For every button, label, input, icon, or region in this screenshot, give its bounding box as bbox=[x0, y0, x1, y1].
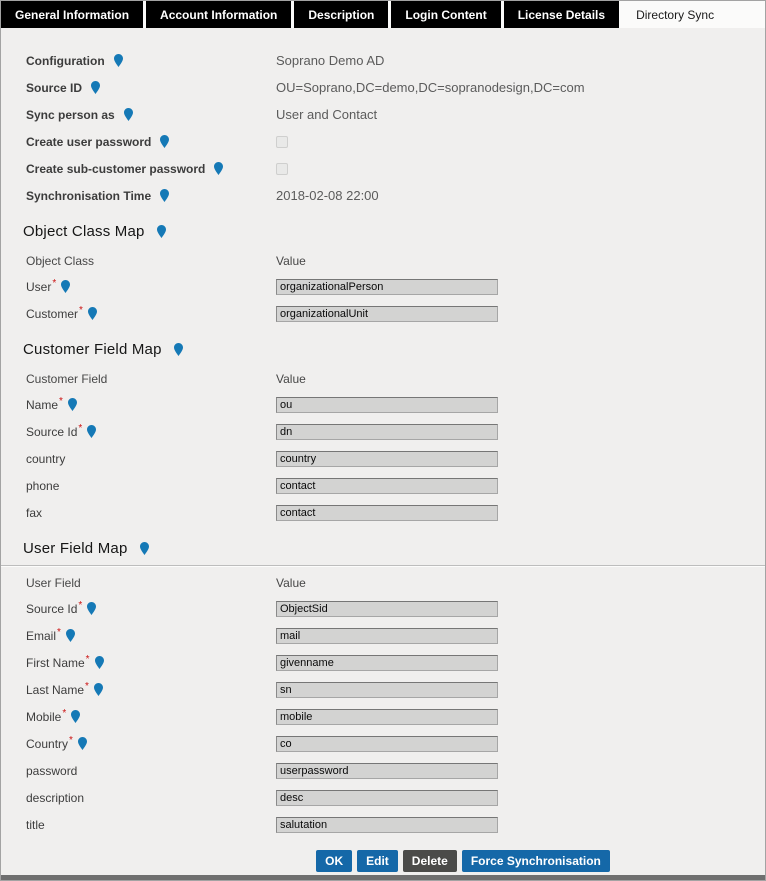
country-input[interactable] bbox=[276, 451, 498, 467]
field-label: title bbox=[26, 817, 45, 832]
info-row-create-user-password bbox=[26, 128, 740, 155]
field-label: Source Id * bbox=[26, 425, 276, 439]
email-input[interactable] bbox=[276, 628, 498, 644]
create-sub-customer-password-checkbox[interactable] bbox=[276, 163, 288, 175]
map-pin-icon bbox=[114, 54, 123, 67]
column-header-field: Customer Field bbox=[26, 371, 108, 386]
sync-person-as-value: User and Contact bbox=[276, 107, 378, 122]
map-pin-icon bbox=[174, 343, 183, 356]
map-row-last-name bbox=[26, 676, 740, 703]
info-row-source-id bbox=[26, 74, 740, 101]
column-header-value: Value bbox=[276, 575, 306, 590]
map-row-name bbox=[26, 391, 740, 418]
map-pin-icon bbox=[78, 737, 87, 750]
country-input[interactable] bbox=[276, 736, 498, 752]
map-pin-icon bbox=[88, 307, 97, 320]
map-pin-icon bbox=[95, 656, 104, 669]
column-header-field: User Field bbox=[26, 575, 81, 590]
map-pin-icon bbox=[71, 710, 80, 723]
map-row-source-id bbox=[26, 595, 740, 622]
map-pin-icon bbox=[61, 280, 70, 293]
field-label: Sync person as bbox=[26, 108, 276, 122]
last-name-input[interactable] bbox=[276, 682, 498, 698]
field-label: description bbox=[26, 790, 85, 805]
map-row-country bbox=[26, 445, 740, 472]
info-row-configuration bbox=[26, 47, 740, 74]
required-asterisk: * bbox=[52, 277, 57, 289]
required-asterisk: * bbox=[85, 653, 90, 665]
map-pin-icon bbox=[66, 629, 75, 642]
field-label: country bbox=[26, 451, 66, 466]
tab-description[interactable]: Description bbox=[294, 1, 388, 28]
name-input[interactable] bbox=[276, 397, 498, 413]
column-headers bbox=[26, 366, 740, 391]
map-row-first-name bbox=[26, 649, 740, 676]
field-label: Customer * bbox=[26, 307, 276, 321]
map-row-user bbox=[26, 273, 740, 300]
required-asterisk: * bbox=[79, 304, 83, 316]
tab-account-information[interactable]: Account Information bbox=[146, 1, 291, 28]
delete-button[interactable]: Delete bbox=[403, 850, 457, 872]
field-label: Create sub-customer password bbox=[26, 162, 276, 176]
info-row-sync-person-as bbox=[26, 101, 740, 128]
section-divider bbox=[1, 565, 765, 567]
map-pin-icon bbox=[91, 81, 100, 94]
description-input[interactable] bbox=[276, 790, 498, 806]
synchronisation-time-value: 2018-02-08 22:00 bbox=[276, 188, 379, 203]
info-row-synchronisation-time bbox=[26, 182, 740, 209]
tab-bar bbox=[1, 1, 765, 28]
title-input[interactable] bbox=[276, 817, 498, 833]
column-headers bbox=[26, 570, 740, 595]
field-label: Country * bbox=[26, 737, 276, 751]
map-pin-icon bbox=[94, 683, 103, 696]
map-row-fax bbox=[26, 499, 740, 526]
map-row-mobile bbox=[26, 703, 740, 730]
bottom-strip bbox=[1, 875, 765, 880]
map-row-description bbox=[26, 784, 740, 811]
edit-button[interactable]: Edit bbox=[357, 850, 398, 872]
map-row-phone bbox=[26, 472, 740, 499]
field-label: Source Id * bbox=[26, 602, 276, 616]
tab-login-content[interactable]: Login Content bbox=[391, 1, 500, 28]
mobile-input[interactable] bbox=[276, 709, 498, 725]
first-name-input[interactable] bbox=[276, 655, 498, 671]
required-asterisk: * bbox=[57, 626, 61, 638]
map-row-title bbox=[26, 811, 740, 838]
map-pin-icon bbox=[160, 135, 169, 148]
section-title-user-field-map: User Field Map bbox=[23, 540, 740, 557]
column-header-value: Value bbox=[276, 371, 306, 386]
field-label: Synchronisation Time bbox=[26, 189, 276, 203]
source-id-value: OU=Soprano,DC=demo,DC=sopranodesign,DC=com bbox=[276, 80, 585, 95]
source-id-input[interactable] bbox=[276, 601, 498, 617]
required-asterisk: * bbox=[69, 734, 73, 746]
footer-buttons bbox=[81, 850, 766, 872]
force-synchronisation-button[interactable]: Force Synchronisation bbox=[462, 850, 610, 872]
user-input[interactable] bbox=[276, 279, 498, 295]
required-asterisk: * bbox=[59, 395, 63, 407]
map-pin-icon bbox=[87, 425, 96, 438]
map-pin-icon bbox=[87, 602, 96, 615]
map-row-email bbox=[26, 622, 740, 649]
customer-input[interactable] bbox=[276, 306, 498, 322]
map-pin-icon bbox=[157, 225, 166, 238]
field-label: Mobile * bbox=[26, 710, 276, 724]
map-sections bbox=[23, 223, 740, 838]
map-row-source-id bbox=[26, 418, 740, 445]
field-label: fax bbox=[26, 505, 43, 520]
field-label: Create user password bbox=[26, 135, 276, 149]
field-label: Configuration bbox=[26, 54, 276, 68]
map-pin-icon bbox=[160, 189, 169, 202]
phone-input[interactable] bbox=[276, 478, 498, 494]
tab-general-information[interactable]: General Information bbox=[1, 1, 143, 28]
content-area bbox=[1, 28, 765, 838]
map-pin-icon bbox=[68, 398, 77, 411]
column-headers bbox=[26, 248, 740, 273]
required-asterisk: * bbox=[62, 707, 67, 719]
info-row-create-sub-customer-password bbox=[26, 155, 740, 182]
info-fields bbox=[26, 47, 740, 209]
map-pin-icon bbox=[140, 542, 149, 555]
field-label: Name * bbox=[26, 398, 276, 412]
column-header-field: Object Class bbox=[26, 253, 95, 268]
column-header-value: Value bbox=[276, 253, 306, 268]
field-label: phone bbox=[26, 478, 60, 493]
required-asterisk: * bbox=[78, 599, 83, 611]
source-id-input[interactable] bbox=[276, 424, 498, 440]
required-asterisk: * bbox=[85, 680, 89, 692]
configuration-value: Soprano Demo AD bbox=[276, 53, 385, 68]
fax-input[interactable] bbox=[276, 505, 498, 521]
tab-directory-sync[interactable]: Directory Sync bbox=[636, 7, 715, 22]
tab-license-details[interactable]: License Details bbox=[504, 1, 619, 28]
password-input[interactable] bbox=[276, 763, 498, 779]
map-pin-icon bbox=[214, 162, 223, 175]
field-label: First Name * bbox=[26, 656, 276, 670]
map-row-password bbox=[26, 757, 740, 784]
field-label: Source ID bbox=[26, 81, 276, 95]
required-asterisk: * bbox=[78, 422, 83, 434]
section-title-object-class-map: Object Class Map bbox=[23, 223, 740, 240]
field-label: Email * bbox=[26, 629, 276, 643]
section-title-customer-field-map: Customer Field Map bbox=[23, 341, 740, 358]
field-label: Last Name * bbox=[26, 683, 276, 697]
map-row-country bbox=[26, 730, 740, 757]
field-label: password bbox=[26, 763, 78, 778]
field-label: User * bbox=[26, 280, 276, 294]
map-row-customer bbox=[26, 300, 740, 327]
map-pin-icon bbox=[124, 108, 133, 121]
create-user-password-checkbox[interactable] bbox=[276, 136, 288, 148]
ok-button[interactable]: OK bbox=[316, 850, 352, 872]
